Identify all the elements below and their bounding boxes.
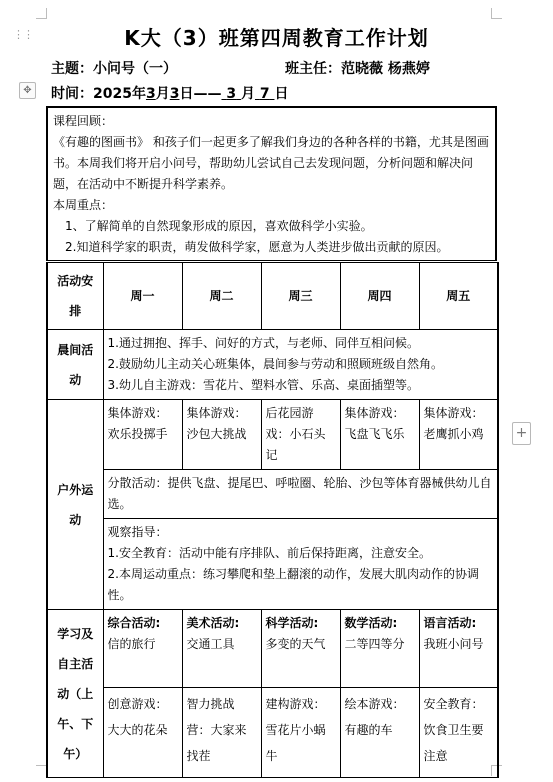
study-cell-thu: 数学活动: 二等四等分 xyxy=(340,610,419,688)
morning-item: 3.幼儿自主游戏：雪花片、塑料水管、乐高、桌面插塑等。 xyxy=(107,378,419,392)
day-header-tue: 周二 xyxy=(182,263,261,330)
outdoor-game-tue: 集体游戏：沙包大挑战 xyxy=(182,400,261,470)
outdoor-game-wed: 后花园游戏：小石头记 xyxy=(261,400,340,470)
time-text: 月 xyxy=(240,86,255,102)
morning-content xyxy=(103,330,498,400)
time-year: 2025年 xyxy=(93,86,146,102)
focus-item: 2.知道科学家的职责，萌发做科学家，愿意为人类进步做出贡献的原因。 xyxy=(65,240,449,254)
outdoor-game-thu: 集体游戏：飞盘飞飞乐 xyxy=(340,400,419,470)
page-corner-mark xyxy=(491,8,502,19)
day-header-mon: 周一 xyxy=(103,263,182,330)
study-cell-tue: 美术活动: 交通工具 xyxy=(182,610,261,688)
study-activity-thu: 绘本游戏：有趣的车 xyxy=(340,688,419,778)
observe-item: 1.安全教育：活动中能有序排队、前后保持距离，注意安全。 xyxy=(107,546,431,560)
review-heading: 课程回顾： xyxy=(53,114,114,128)
outdoor-scatter-row xyxy=(47,470,498,519)
drag-handle-icon[interactable]: ⋮⋮ xyxy=(13,28,33,41)
page-corner-mark xyxy=(36,8,47,19)
theme-label: 主题： xyxy=(51,61,93,77)
study-activity-fri: 安全教育：饮食卫生要注意 xyxy=(419,688,498,778)
theme-value: 小问号（一） xyxy=(93,61,177,77)
observe-heading: 观察指导： xyxy=(107,525,168,539)
morning-item: 1.通过拥抱、挥手、问好的方式，与老师、同伴互相问候。 xyxy=(107,336,419,350)
observe-item: 2.本周运动重点：练习攀爬和垫上翻滚的动作，发展大肌肉动作的协调性。 xyxy=(107,567,479,602)
outdoor-games-row xyxy=(47,400,498,470)
time-line xyxy=(51,83,288,103)
outdoor-observe-row xyxy=(47,519,498,610)
outdoor-observe xyxy=(103,519,498,610)
time-text: 月 xyxy=(155,86,170,102)
outdoor-label: 户外运动 xyxy=(47,400,103,610)
focus-item: 1、了解简单的自然现象形成的原因，喜欢做科学小实验。 xyxy=(65,219,373,233)
study-row-1 xyxy=(47,610,498,688)
time-end-month: 3 xyxy=(226,86,237,102)
course-review-box xyxy=(46,106,497,261)
study-cell-fri: 语言活动: 我班小问号 xyxy=(419,610,498,688)
day-header-thu: 周四 xyxy=(340,263,419,330)
time-start-month: 3 xyxy=(145,86,156,102)
study-row-2 xyxy=(47,688,498,778)
review-text: 《有趣的图画书》 和孩子们一起更多了解我们身边的各种各样的书籍，尤其是图画书。本周我们将开启小问号，帮助幼儿尝试自己去发现问题，分析问题和解决问题，在活动中不断提升科学素养。 xyxy=(53,135,489,191)
time-label: 时间： xyxy=(51,86,93,102)
study-activity-tue: 智力挑战营：大家来找茬 xyxy=(182,688,261,778)
teacher-label: 班主任： xyxy=(285,61,341,77)
weekly-plan-table xyxy=(46,262,499,778)
table-move-handle-icon[interactable]: ✥ xyxy=(19,82,36,99)
header-label-cell: 活动安排 xyxy=(47,263,103,330)
add-column-button[interactable]: + xyxy=(512,422,531,445)
study-activity-mon: 创意游戏：大大的花朵 xyxy=(103,688,182,778)
outdoor-game-fri: 集体游戏：老鹰抓小鸡 xyxy=(419,400,498,470)
outdoor-scatter: 分散活动：提供飞盘、提尾巴、呼啦圈、轮胎、沙包等体育器械供幼儿自选。 xyxy=(103,470,498,519)
time-text: 日—— xyxy=(179,86,222,102)
study-activity-wed: 建构游戏：雪花片小蜗牛 xyxy=(261,688,340,778)
time-text: 日 xyxy=(274,86,289,102)
day-header-wed: 周三 xyxy=(261,263,340,330)
teacher-line xyxy=(285,58,430,78)
study-cell-mon: 综合活动: 信的旅行 xyxy=(103,610,182,688)
study-cell-wed: 科学活动: 多变的天气 xyxy=(261,610,340,688)
morning-item: 2.鼓励幼儿主动关心班集体，晨间参与劳动和照顾班级自然角。 xyxy=(107,357,443,371)
morning-row xyxy=(47,330,498,400)
outdoor-game-mon: 集体游戏：欢乐投掷手 xyxy=(103,400,182,470)
day-header-fri: 周五 xyxy=(419,263,498,330)
morning-label: 晨间活动 xyxy=(47,330,103,400)
time-end-day: 7 xyxy=(259,86,270,102)
table-header-row xyxy=(47,263,498,330)
study-label: 学习及自主活动（上午、下午） xyxy=(47,610,103,778)
focus-heading: 本周重点： xyxy=(53,198,114,212)
theme-line xyxy=(51,58,177,78)
teacher-value: 范晓薇 杨燕婷 xyxy=(341,61,430,77)
time-start-day: 3 xyxy=(169,86,180,102)
page-title: K大（3）班第四周教育工作计划 xyxy=(124,26,429,50)
